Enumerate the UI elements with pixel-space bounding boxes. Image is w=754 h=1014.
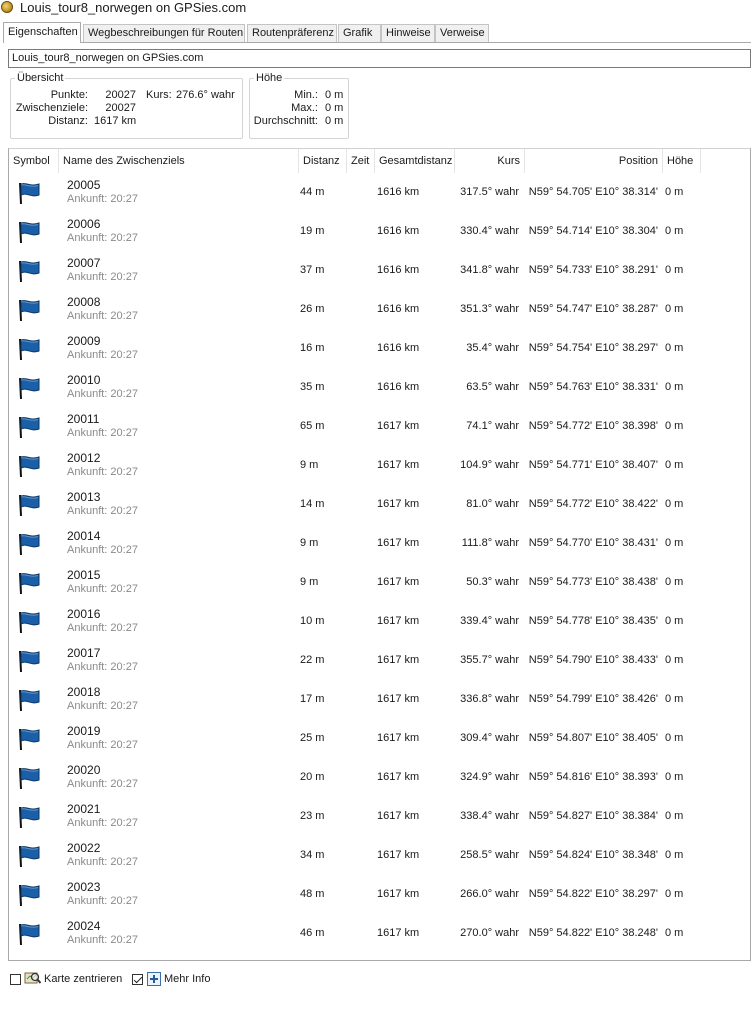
waypoint-name: 20018 <box>67 685 101 699</box>
table-header <box>9 149 750 173</box>
waypoint-total-distance: 1617 km <box>377 849 420 861</box>
waypoint-course: 351.3° wahr <box>460 303 519 315</box>
table-row[interactable] <box>9 799 750 838</box>
waypoint-table <box>8 148 751 961</box>
waypoint-total-distance: 1616 km <box>377 381 420 393</box>
distance-label: Distanz: <box>48 115 88 127</box>
waypoint-name: 20022 <box>67 841 101 855</box>
waypoint-arrival: Ankunft: 20:27 <box>67 934 138 946</box>
table-row[interactable] <box>9 916 750 955</box>
waypoint-height: 0 m <box>665 420 684 432</box>
height-max-value: 0 m <box>325 102 344 114</box>
waypoint-distance: 65 m <box>300 420 325 432</box>
waypoint-height: 0 m <box>665 381 684 393</box>
footer-bar <box>0 968 754 992</box>
waypoint-height: 0 m <box>665 303 684 315</box>
waypoint-arrival: Ankunft: 20:27 <box>67 505 138 517</box>
waypoint-position: N59° 54.816' E10° 38.393' <box>528 771 658 783</box>
blue-flag-icon <box>17 376 41 400</box>
waypoint-height: 0 m <box>665 732 684 744</box>
waypoint-height: 0 m <box>665 264 684 276</box>
waypoint-total-distance: 1617 km <box>377 888 420 900</box>
waypoint-total-distance: 1616 km <box>377 303 420 315</box>
waypoint-course: 270.0° wahr <box>460 927 519 939</box>
waypoint-position: N59° 54.778' E10° 38.435' <box>528 615 658 627</box>
table-row[interactable] <box>9 604 750 643</box>
waypoint-distance: 9 m <box>300 537 319 549</box>
waypoint-distance: 44 m <box>300 186 325 198</box>
table-row[interactable] <box>9 682 750 721</box>
blue-flag-icon <box>17 766 41 790</box>
waypoint-total-distance: 1617 km <box>377 732 420 744</box>
tab-hinweise[interactable]: Hinweise <box>381 24 435 42</box>
waypoint-course: 111.8° wahr <box>461 537 519 549</box>
waypoint-course: 355.7° wahr <box>460 654 519 666</box>
waypoint-height: 0 m <box>665 186 684 198</box>
table-row[interactable] <box>9 448 750 487</box>
waypoint-name: 20024 <box>67 919 101 933</box>
table-row[interactable] <box>9 214 750 253</box>
waypoint-position: N59° 54.733' E10° 38.291' <box>528 264 658 276</box>
waypoints-value: 20027 <box>105 102 136 114</box>
waypoint-arrival: Ankunft: 20:27 <box>67 622 138 634</box>
waypoint-name: 20014 <box>67 529 101 543</box>
tab-grafik[interactable]: Grafik <box>338 24 381 42</box>
waypoint-arrival: Ankunft: 20:27 <box>67 700 138 712</box>
waypoints-label: Zwischenziele: <box>15 102 88 114</box>
waypoint-position: N59° 54.822' E10° 38.248' <box>528 927 658 939</box>
waypoint-height: 0 m <box>665 537 684 549</box>
waypoint-arrival: Ankunft: 20:27 <box>67 427 138 439</box>
waypoint-name: 20020 <box>67 763 101 777</box>
waypoint-name: 20021 <box>67 802 101 816</box>
table-row[interactable] <box>9 565 750 604</box>
blue-flag-icon <box>17 220 41 244</box>
waypoint-name: 20017 <box>67 646 101 660</box>
waypoint-name: 20016 <box>67 607 101 621</box>
col-name[interactable]: Name des Zwischenziels <box>59 149 299 173</box>
waypoint-height: 0 m <box>665 225 684 237</box>
height-max-label: Max.: <box>291 102 318 114</box>
waypoint-course: 336.8° wahr <box>460 693 519 705</box>
tab-strip <box>3 22 751 43</box>
waypoint-name: 20013 <box>67 490 101 504</box>
waypoint-distance: 35 m <box>300 381 325 393</box>
col-symbol[interactable]: Symbol <box>9 149 59 173</box>
blue-flag-icon <box>17 688 41 712</box>
waypoint-position: N59° 54.772' E10° 38.398' <box>528 420 658 432</box>
waypoint-total-distance: 1617 km <box>377 615 420 627</box>
waypoint-course: 341.8° wahr <box>460 264 519 276</box>
route-name-field[interactable]: Louis_tour8_norwegen on GPSies.com <box>8 49 751 68</box>
waypoint-distance: 9 m <box>300 576 319 588</box>
waypoint-course: 339.4° wahr <box>460 615 519 627</box>
waypoint-arrival: Ankunft: 20:27 <box>67 193 138 205</box>
waypoint-total-distance: 1617 km <box>377 537 420 549</box>
waypoint-height: 0 m <box>665 654 684 666</box>
height-avg-label: Durchschnitt: <box>253 115 318 127</box>
waypoint-arrival: Ankunft: 20:27 <box>67 856 138 868</box>
waypoint-total-distance: 1617 km <box>377 576 420 588</box>
waypoint-position: N59° 54.824' E10° 38.348' <box>528 849 658 861</box>
waypoint-arrival: Ankunft: 20:27 <box>67 466 138 478</box>
blue-flag-icon <box>17 298 41 322</box>
waypoint-distance: 14 m <box>300 498 325 510</box>
table-row[interactable] <box>9 331 750 370</box>
waypoint-name: 20011 <box>67 412 100 426</box>
waypoint-distance: 9 m <box>300 459 319 471</box>
col-distanz[interactable]: Distanz <box>299 149 347 173</box>
course-label: Kurs: <box>146 89 172 101</box>
table-row[interactable] <box>9 721 750 760</box>
points-value: 20027 <box>105 89 136 101</box>
center-map-checkbox[interactable] <box>10 974 21 985</box>
waypoint-total-distance: 1616 km <box>377 186 420 198</box>
waypoint-position: N59° 54.772' E10° 38.422' <box>528 498 658 510</box>
overview-title: Übersicht <box>17 72 64 84</box>
height-min-value: 0 m <box>325 89 344 101</box>
waypoint-height: 0 m <box>665 693 684 705</box>
waypoint-total-distance: 1617 km <box>377 693 420 705</box>
blue-flag-icon <box>17 727 41 751</box>
table-row[interactable] <box>9 253 750 292</box>
height-avg-value: 0 m <box>325 115 344 127</box>
blue-flag-icon <box>17 805 41 829</box>
center-map-label[interactable]: Karte zentrieren <box>44 973 123 985</box>
waypoint-height: 0 m <box>665 342 684 354</box>
blue-flag-icon <box>17 259 41 283</box>
title-bar <box>0 0 754 16</box>
blue-flag-icon <box>17 844 41 868</box>
waypoint-name: 20009 <box>67 334 101 348</box>
waypoint-distance: 26 m <box>300 303 325 315</box>
waypoint-height: 0 m <box>665 498 684 510</box>
waypoint-arrival: Ankunft: 20:27 <box>67 739 138 751</box>
waypoint-position: N59° 54.773' E10° 38.438' <box>528 576 658 588</box>
col-zeit[interactable]: Zeit <box>347 149 375 173</box>
waypoint-total-distance: 1617 km <box>377 771 420 783</box>
blue-flag-icon <box>17 571 41 595</box>
waypoint-name: 20008 <box>67 295 101 309</box>
points-label: Punkte: <box>50 89 88 101</box>
waypoint-course: 74.1° wahr <box>466 420 519 432</box>
waypoint-course: 50.3° wahr <box>466 576 519 588</box>
blue-flag-icon <box>17 454 41 478</box>
waypoint-arrival: Ankunft: 20:27 <box>67 349 138 361</box>
waypoint-position: N59° 54.807' E10° 38.405' <box>528 732 658 744</box>
waypoint-course: 266.0° wahr <box>460 888 519 900</box>
tab-wegbeschreibungen[interactable]: Wegbeschreibungen für Routen <box>83 24 245 42</box>
waypoint-position: N59° 54.747' E10° 38.287' <box>528 303 658 315</box>
col-hoehe[interactable]: Höhe <box>663 149 701 173</box>
height-min-label: Min.: <box>294 89 318 101</box>
waypoint-name: 20005 <box>67 178 101 192</box>
waypoint-position: N59° 54.790' E10° 38.433' <box>528 654 658 666</box>
waypoint-distance: 22 m <box>300 654 325 666</box>
blue-flag-icon <box>17 532 41 556</box>
waypoint-total-distance: 1617 km <box>377 420 420 432</box>
waypoint-position: N59° 54.763' E10° 38.331' <box>528 381 658 393</box>
waypoint-course: 338.4° wahr <box>460 810 519 822</box>
waypoint-distance: 19 m <box>300 225 325 237</box>
waypoint-total-distance: 1617 km <box>377 810 420 822</box>
window-title: Louis_tour8_norwegen on GPSies.com <box>20 0 247 15</box>
app-globe-icon <box>1 1 13 13</box>
table-row[interactable] <box>9 409 750 448</box>
blue-flag-icon <box>17 610 41 634</box>
plus-icon <box>147 972 161 986</box>
waypoint-name: 20012 <box>67 451 101 465</box>
blue-flag-icon <box>17 922 41 946</box>
waypoint-distance: 16 m <box>300 342 325 354</box>
table-row[interactable] <box>9 838 750 877</box>
waypoint-height: 0 m <box>665 888 684 900</box>
waypoint-height: 0 m <box>665 810 684 822</box>
table-row[interactable] <box>9 526 750 565</box>
waypoint-name: 20007 <box>67 256 101 270</box>
height-title: Höhe <box>256 72 283 84</box>
waypoint-position: N59° 54.770' E10° 38.431' <box>528 537 658 549</box>
waypoint-height: 0 m <box>665 849 684 861</box>
waypoint-arrival: Ankunft: 20:27 <box>67 310 138 322</box>
waypoint-name: 20006 <box>67 217 101 231</box>
waypoint-course: 63.5° wahr <box>466 381 519 393</box>
waypoint-position: N59° 54.754' E10° 38.297' <box>528 342 658 354</box>
blue-flag-icon <box>17 181 41 205</box>
waypoint-position: N59° 54.827' E10° 38.384' <box>528 810 658 822</box>
waypoint-total-distance: 1616 km <box>377 225 420 237</box>
blue-flag-icon <box>17 415 41 439</box>
map-magnifier-icon <box>24 970 42 986</box>
blue-flag-icon <box>17 649 41 673</box>
waypoint-course: 81.0° wahr <box>466 498 519 510</box>
col-kurs[interactable]: Kurs <box>455 149 525 173</box>
waypoint-position: N59° 54.822' E10° 38.297' <box>528 888 658 900</box>
waypoint-distance: 37 m <box>300 264 325 276</box>
waypoint-total-distance: 1617 km <box>377 498 420 510</box>
waypoint-name: 20015 <box>67 568 101 582</box>
blue-flag-icon <box>17 883 41 907</box>
table-row[interactable] <box>9 760 750 799</box>
waypoint-total-distance: 1617 km <box>377 927 420 939</box>
waypoint-total-distance: 1616 km <box>377 342 420 354</box>
col-position[interactable]: Position <box>525 149 663 173</box>
waypoint-height: 0 m <box>665 771 684 783</box>
waypoint-total-distance: 1616 km <box>377 264 420 276</box>
blue-flag-icon <box>17 337 41 361</box>
waypoint-arrival: Ankunft: 20:27 <box>67 544 138 556</box>
waypoint-total-distance: 1617 km <box>377 459 420 471</box>
waypoint-course: 309.4° wahr <box>460 732 519 744</box>
waypoint-height: 0 m <box>665 615 684 627</box>
waypoint-distance: 20 m <box>300 771 325 783</box>
distance-value: 1617 km <box>94 115 137 127</box>
waypoint-arrival: Ankunft: 20:27 <box>67 817 138 829</box>
waypoint-arrival: Ankunft: 20:27 <box>67 583 138 595</box>
col-gesamtdistanz[interactable]: Gesamtdistanz <box>375 149 455 173</box>
table-row[interactable] <box>9 487 750 526</box>
waypoint-distance: 34 m <box>300 849 325 861</box>
tab-verweise[interactable]: Verweise <box>435 24 489 42</box>
blue-flag-icon <box>17 493 41 517</box>
waypoint-name: 20019 <box>67 724 101 738</box>
waypoint-height: 0 m <box>665 927 684 939</box>
waypoint-distance: 48 m <box>300 888 325 900</box>
waypoint-course: 104.9° wahr <box>460 459 519 471</box>
waypoint-course: 324.9° wahr <box>460 771 519 783</box>
waypoint-distance: 46 m <box>300 927 325 939</box>
waypoint-name: 20023 <box>67 880 101 894</box>
waypoint-arrival: Ankunft: 20:27 <box>67 232 138 244</box>
waypoint-distance: 17 m <box>300 693 325 705</box>
waypoint-position: N59° 54.771' E10° 38.407' <box>528 459 658 471</box>
waypoint-distance: 23 m <box>300 810 325 822</box>
waypoint-height: 0 m <box>665 459 684 471</box>
waypoint-position: N59° 54.705' E10° 38.314' <box>528 186 658 198</box>
waypoint-course: 35.4° wahr <box>466 342 519 354</box>
waypoint-course: 258.5° wahr <box>460 849 519 861</box>
course-value: 276.6° wahr <box>176 89 235 101</box>
waypoint-total-distance: 1617 km <box>377 654 420 666</box>
waypoint-distance: 10 m <box>300 615 325 627</box>
table-row[interactable] <box>9 292 750 331</box>
table-row[interactable] <box>9 643 750 682</box>
waypoint-arrival: Ankunft: 20:27 <box>67 778 138 790</box>
waypoint-distance: 25 m <box>300 732 325 744</box>
waypoint-course: 317.5° wahr <box>460 186 519 198</box>
waypoint-position: N59° 54.714' E10° 38.304' <box>528 225 658 237</box>
table-row[interactable] <box>9 175 750 214</box>
table-row[interactable] <box>9 370 750 409</box>
waypoint-arrival: Ankunft: 20:27 <box>67 661 138 673</box>
waypoint-position: N59° 54.799' E10° 38.426' <box>528 693 658 705</box>
more-info-checkbox[interactable] <box>132 974 143 985</box>
waypoint-arrival: Ankunft: 20:27 <box>67 895 138 907</box>
waypoint-name: 20010 <box>67 373 101 387</box>
waypoint-arrival: Ankunft: 20:27 <box>67 388 138 400</box>
more-info-label[interactable]: Mehr Info <box>164 973 211 985</box>
tab-routenpraeferenz[interactable]: Routenpräferenz <box>247 24 337 42</box>
waypoint-height: 0 m <box>665 576 684 588</box>
tab-eigenschaften[interactable]: Eigenschaften <box>3 22 81 43</box>
waypoint-arrival: Ankunft: 20:27 <box>67 271 138 283</box>
waypoint-course: 330.4° wahr <box>460 225 519 237</box>
table-row[interactable] <box>9 877 750 916</box>
